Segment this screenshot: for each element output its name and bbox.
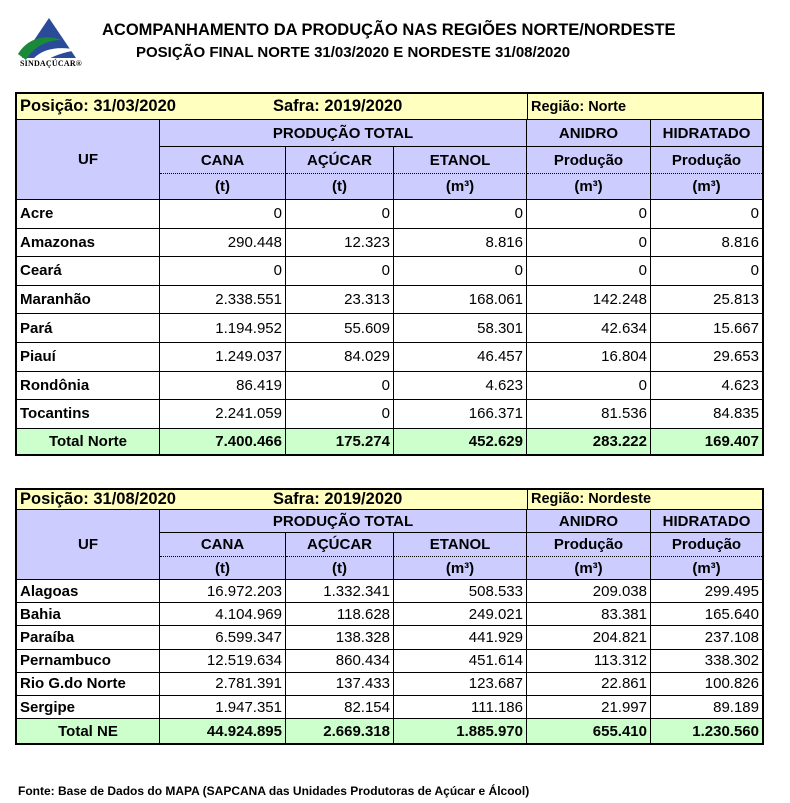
unit-acucar: (t) [286,557,394,580]
cana-cell: 4.104.969 [160,603,286,625]
anidro-cell: 16.804 [527,343,651,371]
unit-etanol: (m³) [394,174,527,200]
page-subtitle: POSIÇÃO FINAL NORTE 31/03/2020 E NORDESTE 31/08/2020 [136,44,571,61]
etanol-cell: 0 [394,257,527,285]
acucar-cell: 0 [286,372,394,400]
hidratado-cell: 89.189 [713,698,759,716]
table-header-bar [17,490,762,510]
etanol-cell: 1.885.970 [394,719,527,743]
cana-cell: 0 [160,257,286,285]
acucar-cell: 1.332.341 [286,580,394,602]
anidro-cell: 0 [527,229,651,257]
total-row [17,719,762,743]
unit-anidro: (m³) [527,557,651,580]
col-header-uf: UF [17,510,160,580]
hidratado-cell: 1.230.560 [692,722,759,740]
uf-cell: Total Norte [17,429,160,454]
etanol-cell: 508.533 [394,580,527,602]
cana-cell: 1.249.037 [160,343,286,371]
col-header-anidro-producao: Produção [527,147,651,174]
etanol-cell: 123.687 [394,673,527,695]
anidro-cell: 0 [527,200,651,228]
uf-cell: Rondônia [17,372,160,400]
uf-cell: Pernambuco [17,650,160,672]
cana-cell: 290.448 [160,229,286,257]
hidratado-cell: 29.653 [713,348,759,366]
hidratado-cell: 165.640 [704,605,759,623]
anidro-cell: 209.038 [527,580,651,602]
unit-cana: (t) [160,557,286,580]
regiao-label: Região: Norte [527,94,762,119]
source-note: Fonte: Base de Dados do MAPA (SAPCANA das Unidades Produtoras de Açúcar e Álcool) [18,784,530,798]
acucar-cell: 0 [286,400,394,428]
uf-cell: Bahia [17,603,160,625]
acucar-cell: 0 [286,257,394,285]
col-header-producao-total: PRODUÇÃO TOTAL [160,510,527,533]
acucar-cell: 860.434 [286,650,394,672]
anidro-cell: 655.410 [527,719,651,743]
hidratado-cell: 0 [750,262,759,280]
uf-cell: Maranhão [17,286,160,314]
etanol-cell: 46.457 [394,343,527,371]
col-header-producao-total: PRODUÇÃO TOTAL [160,120,527,147]
anidro-cell: 204.821 [527,626,651,648]
cana-cell: 16.972.203 [160,580,286,602]
uf-cell: Paraíba [17,626,160,648]
uf-cell: Rio G.do Norte [17,673,160,695]
anidro-cell: 283.222 [527,429,651,454]
hidratado-cell: 8.816 [721,233,759,251]
total-row [17,429,762,454]
hidratado-cell: 4.623 [721,376,759,394]
unit-etanol: (m³) [394,557,527,580]
page-title: ACOMPANHAMENTO DA PRODUÇÃO NAS REGIÕES NORTE/NORDESTE [102,21,676,39]
table-row [17,372,762,401]
etanol-cell: 8.816 [394,229,527,257]
cana-cell: 2.338.551 [160,286,286,314]
unit-acucar: (t) [286,174,394,200]
acucar-cell: 118.628 [286,603,394,625]
etanol-cell: 0 [394,200,527,228]
uf-cell: Piauí [17,343,160,371]
etanol-cell: 4.623 [394,372,527,400]
table-row [17,696,762,719]
cana-cell: 7.400.466 [160,429,286,454]
table-row [17,257,762,286]
posicao-label: Posição: 31/08/2020 [20,490,176,508]
cana-cell: 2.241.059 [160,400,286,428]
uf-cell: Total NE [17,719,160,743]
acucar-cell: 175.274 [286,429,394,454]
uf-cell: Pará [17,314,160,342]
acucar-cell: 84.029 [286,343,394,371]
hidratado-cell: 84.835 [713,405,759,423]
col-header-acucar: AÇÚCAR [286,533,394,557]
col-header-hidratado-producao: Produção [651,533,762,557]
acucar-cell: 138.328 [286,626,394,648]
cana-cell: 12.519.634 [160,650,286,672]
hidratado-cell: 15.667 [713,319,759,337]
table-row [17,650,762,673]
etanol-cell: 58.301 [394,314,527,342]
anidro-cell: 113.312 [527,650,651,672]
cana-cell: 1.947.351 [160,696,286,718]
cana-cell: 6.599.347 [160,626,286,648]
table-row [17,673,762,696]
col-header-uf: UF [17,120,160,200]
hidratado-cell: 100.826 [704,675,759,693]
anidro-cell: 83.381 [527,603,651,625]
hidratado-cell: 299.495 [704,582,759,600]
anidro-cell: 0 [527,372,651,400]
etanol-cell: 166.371 [394,400,527,428]
unit-cana: (t) [160,174,286,200]
anidro-cell: 42.634 [527,314,651,342]
table-row [17,626,762,649]
col-header-anidro: ANIDRO [527,120,651,147]
table-row [17,286,762,315]
cana-cell: 2.781.391 [160,673,286,695]
anidro-cell: 0 [527,257,651,285]
cana-cell: 0 [160,200,286,228]
col-header-cana: CANA [160,533,286,557]
cana-cell: 44.924.895 [160,719,286,743]
etanol-cell: 451.614 [394,650,527,672]
table-row [17,343,762,372]
col-header-anidro-producao: Produção [527,533,651,557]
regiao-label: Região: Nordeste [527,490,762,509]
col-header-hidratado-producao: Produção [651,147,762,174]
col-header-acucar: AÇÚCAR [286,147,394,174]
table-row [17,200,762,229]
col-header-anidro: ANIDRO [527,510,651,533]
acucar-cell: 0 [286,200,394,228]
acucar-cell: 2.669.318 [286,719,394,743]
etanol-cell: 168.061 [394,286,527,314]
anidro-cell: 22.861 [527,673,651,695]
uf-cell: Alagoas [17,580,160,602]
col-header-hidratado: HIDRATADO [651,120,762,147]
table-row [17,314,762,343]
table-row [17,580,762,603]
uf-cell: Acre [17,200,160,228]
table-norte [15,92,764,456]
safra-label: Safra: 2019/2020 [273,490,403,508]
col-header-hidratado: HIDRATADO [651,510,762,533]
unit-hidratado: (m³) [651,557,762,580]
acucar-cell: 55.609 [286,314,394,342]
col-header-etanol: ETANOL [394,533,527,557]
col-header-etanol: ETANOL [394,147,527,174]
posicao-label: Posição: 31/03/2020 [20,97,176,115]
anidro-cell: 142.248 [527,286,651,314]
uf-cell: Tocantins [17,400,160,428]
etanol-cell: 111.186 [394,696,527,718]
etanol-cell: 452.629 [394,429,527,454]
col-header-cana: CANA [160,147,286,174]
uf-cell: Ceará [17,257,160,285]
anidro-cell: 21.997 [527,696,651,718]
uf-cell: Amazonas [17,229,160,257]
acucar-cell: 137.433 [286,673,394,695]
table-row [17,400,762,429]
acucar-cell: 23.313 [286,286,394,314]
anidro-cell: 81.536 [527,400,651,428]
logo-text: SINDAÇÚCAR® [20,59,82,68]
acucar-cell: 82.154 [286,696,394,718]
hidratado-cell: 25.813 [713,291,759,309]
unit-anidro: (m³) [527,174,651,200]
etanol-cell: 249.021 [394,603,527,625]
hidratado-cell: 169.407 [704,432,759,450]
hidratado-cell: 237.108 [704,628,759,646]
cana-cell: 1.194.952 [160,314,286,342]
uf-cell: Sergipe [17,696,160,718]
etanol-cell: 441.929 [394,626,527,648]
acucar-cell: 12.323 [286,229,394,257]
hidratado-cell: 338.302 [704,652,759,670]
safra-label: Safra: 2019/2020 [273,97,403,115]
unit-hidratado: (m³) [651,174,762,200]
table-row [17,603,762,626]
cana-cell: 86.419 [160,372,286,400]
table-nordeste [15,488,764,745]
table-row [17,229,762,258]
hidratado-cell: 0 [750,205,759,223]
table-header-bar [17,94,762,120]
